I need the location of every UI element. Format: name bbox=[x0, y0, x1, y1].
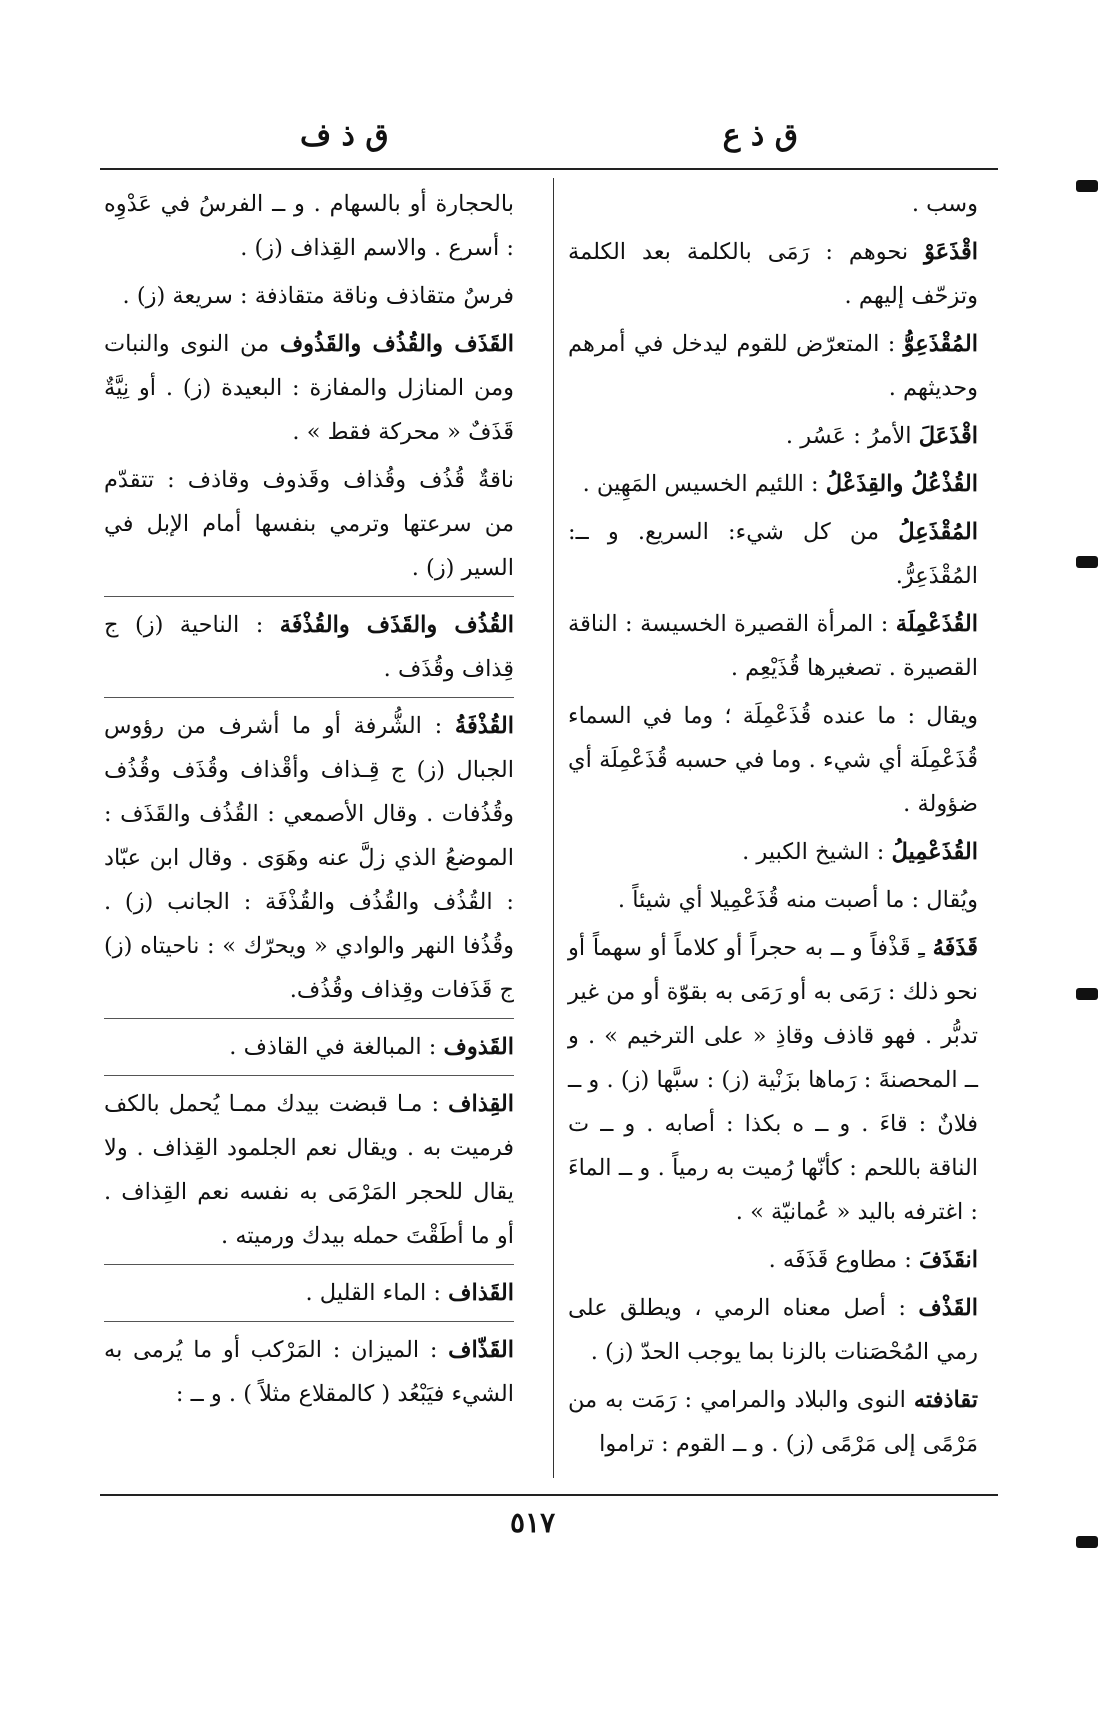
headword: القُذْفَةُ bbox=[454, 713, 514, 739]
dictionary-entry bbox=[568, 694, 978, 826]
dictionary-entry bbox=[568, 830, 978, 874]
left-column bbox=[104, 182, 514, 1420]
margin-mark bbox=[1076, 988, 1098, 1000]
dictionary-entry bbox=[104, 274, 514, 318]
definition-text: بالحجارة أو بالسهام . و ــ الفرسُ في عَدْوِه : أسرع . والاسم القِذاف (ز) . bbox=[104, 191, 514, 261]
entry-divider bbox=[104, 1264, 514, 1265]
dictionary-entry bbox=[104, 603, 514, 691]
headword: المُقْذَعِوُّ bbox=[903, 331, 978, 357]
entry-divider bbox=[104, 1075, 514, 1076]
definition-text: ويُقال : ما أصبت منه قُذَعْمِيلا أي شيئاً . bbox=[617, 887, 978, 913]
definition-text: نحوهم : رَمَى بالكلمة بعد الكلمة وتزحّف إليهم . bbox=[568, 239, 978, 309]
entry-divider bbox=[104, 1018, 514, 1019]
right-column bbox=[568, 182, 978, 1470]
entry-divider bbox=[104, 596, 514, 597]
definition-text: من النوى والنبات ومن المنازل والمفازة : البعيدة (ز) . أو نِيَّةٌ قَذَفٌ « محركة فقط » . bbox=[104, 331, 514, 445]
definition-text: : اللئيم الخسيس المَهِين . bbox=[582, 471, 826, 497]
dictionary-entry bbox=[104, 182, 514, 270]
dictionary-entry bbox=[568, 1238, 978, 1282]
headword: القَذَف والقُذُف والقَذُوف bbox=[279, 331, 514, 357]
definition-text: : الميزان : المَرْكب أو ما يُرمى به الشيء فيَبْعُد ( كالمقلاع مثلاً ) . و ــ : bbox=[104, 1337, 514, 1407]
entry-divider bbox=[104, 697, 514, 698]
headword: اقْذَعَوْ bbox=[924, 239, 978, 265]
dictionary-entry bbox=[568, 926, 978, 1234]
definition-text: : أصل معناه الرمي ، ويطلق على رمي المُحْصَنات بالزنا بما يوجب الحدّ (ز) . bbox=[568, 1295, 978, 1365]
definition-text: : المرأة القصيرة الخسيسة : الناقة القصيرة . تصغيرها قُذَيْعِم . bbox=[568, 611, 978, 681]
dictionary-entry bbox=[104, 458, 514, 590]
definition-text: الأمرُ : عَسُر . bbox=[785, 423, 919, 449]
headword: القَذوف bbox=[443, 1034, 514, 1060]
headword: اقْذَعَلَ bbox=[918, 423, 978, 449]
headword: تقاذفته bbox=[913, 1387, 978, 1413]
dictionary-entry bbox=[568, 322, 978, 410]
headword: القُذْعُلُ والقِذَعْلُ bbox=[825, 471, 978, 497]
definition-text: : مـا قبضت بيدك ممـا يُحمل بالكف فرميت به . ويقال نعم الجلمود القِذاف . ولا يقال للحجر المَرْمَى به نفسه نعم القِذاف . أو ما أطَقْتَ حمله بيدك ورميته . bbox=[104, 1091, 514, 1249]
definition-text: فرسٌ متقاذف وناقة متقاذفة : سريعة (ز) . bbox=[122, 283, 514, 309]
column-separator bbox=[553, 178, 554, 1478]
dictionary-entry bbox=[104, 704, 514, 1012]
margin-mark bbox=[1076, 180, 1098, 192]
headword: القَذاف bbox=[448, 1280, 514, 1306]
dictionary-entry bbox=[568, 462, 978, 506]
dictionary-entry bbox=[568, 182, 978, 226]
dictionary-entry bbox=[568, 602, 978, 690]
headword: القُذَعْمِيلُ bbox=[891, 839, 978, 865]
headword: القَذْف bbox=[918, 1295, 978, 1321]
definition-text: من كل شيء: السريع. و ــ: المُقْذَعِرُّ. bbox=[568, 519, 978, 589]
dictionary-entry bbox=[568, 878, 978, 922]
definition-text: : الماء القليل . bbox=[305, 1280, 449, 1306]
definition-text: : المبالغة في القاذف . bbox=[229, 1034, 444, 1060]
dictionary-entry bbox=[568, 510, 978, 598]
dictionary-entry bbox=[568, 414, 978, 458]
definition-text: : الناحية (ز) ج قِذاف وقُذَف . bbox=[104, 612, 514, 682]
definition-text: : الشيخ الكبير . bbox=[742, 839, 892, 865]
dictionary-entry bbox=[568, 230, 978, 318]
running-header-left: ق ذ ف bbox=[300, 118, 389, 153]
margin-mark bbox=[1076, 1536, 1098, 1548]
bottom-rule bbox=[100, 1494, 998, 1496]
definition-text: ـِ قَذْفاً و ــ به حجراً أو كلاماً أو سهماً أو نحو ذلك : رَمَى به أو رَمَى به بقوّة أو من غير تدبُّر . فهو قاذف وقاذِ « على الترخيم » . و ــ المحصنةَ : رَماها بزَنْية (ز) : سبَّها (ز) . و ــ فلانٌ : قاءَ . و ــ ه بكذا : أصابه . و ــ ت الناقة باللحم : كأنّها رُميت به رمياً . و ــ الماءَ : اغترفه باليد « عُمانيّة » . bbox=[568, 935, 978, 1225]
headword: المُقْذَعِلُ bbox=[898, 519, 978, 545]
definition-text: : المتعرّض للقوم ليدخل في أمرهم وحديثهم . bbox=[568, 331, 978, 401]
dictionary-entry bbox=[104, 1025, 514, 1069]
definition-text: ناقةٌ قُذُف وقُذاف وقَذوف وقاذف : تتقدّم من سرعتها وترمي بنفسها أمام الإبل في السير (ز) . bbox=[104, 467, 514, 581]
dictionary-entry bbox=[104, 1328, 514, 1416]
page-number: ٥١٧ bbox=[510, 1506, 556, 1539]
headword: القَذّاف bbox=[448, 1337, 514, 1363]
headword: القُذَعْمِلَة bbox=[895, 611, 978, 637]
running-header-right: ق ذ ع bbox=[722, 118, 798, 153]
dictionary-entry bbox=[104, 1082, 514, 1258]
definition-text: وسب . bbox=[911, 191, 978, 217]
margin-mark bbox=[1076, 556, 1098, 568]
definition-text: ويقال : ما عنده قُذَعْمِلَة ؛ وما في السماء قُذَعْمِلَة أي شيء . وما في حسبه قُذَعْمِلَة أي ضؤولة . bbox=[568, 703, 978, 817]
dictionary-entry bbox=[104, 1271, 514, 1315]
entry-divider bbox=[104, 1321, 514, 1322]
definition-text: : مطاوع قَذَفَه . bbox=[768, 1247, 919, 1273]
headword: قَذَفَهُ bbox=[932, 935, 978, 961]
dictionary-entry bbox=[568, 1286, 978, 1374]
top-rule bbox=[100, 168, 998, 170]
definition-text: النوى والبلاد والمرامي : رَمَت به من مَرْمًى إلى مَرْمًى (ز) . و ــ القوم : تراموا bbox=[568, 1387, 978, 1457]
headword: انقَذَفَ bbox=[918, 1247, 978, 1273]
headword: القِذاف bbox=[448, 1091, 514, 1117]
headword: القُذُف والقَذَف والقُذْفَة bbox=[279, 612, 514, 638]
dictionary-entry bbox=[568, 1378, 978, 1466]
definition-text: : الشُّرفة أو ما أشرف من رؤوس الجبال (ز) ج قِـذاف وأقْذاف وقُذَف وقُذُف وقُذُفات . وقال الأصمعي : القُذُف والقَذَف : الموضعُ الذي زلَّ عنه وهَوَى . وقال ابن عبّاد : القُذُف والقُذُف والقُذْفَة : الجانب (ز) . وقُذُفا النهر والوادي « ويحرّك » : ناحيتاه (ز) ج قَذَفات وقِذاف وقُذُف. bbox=[104, 713, 514, 1003]
dictionary-entry bbox=[104, 322, 514, 454]
